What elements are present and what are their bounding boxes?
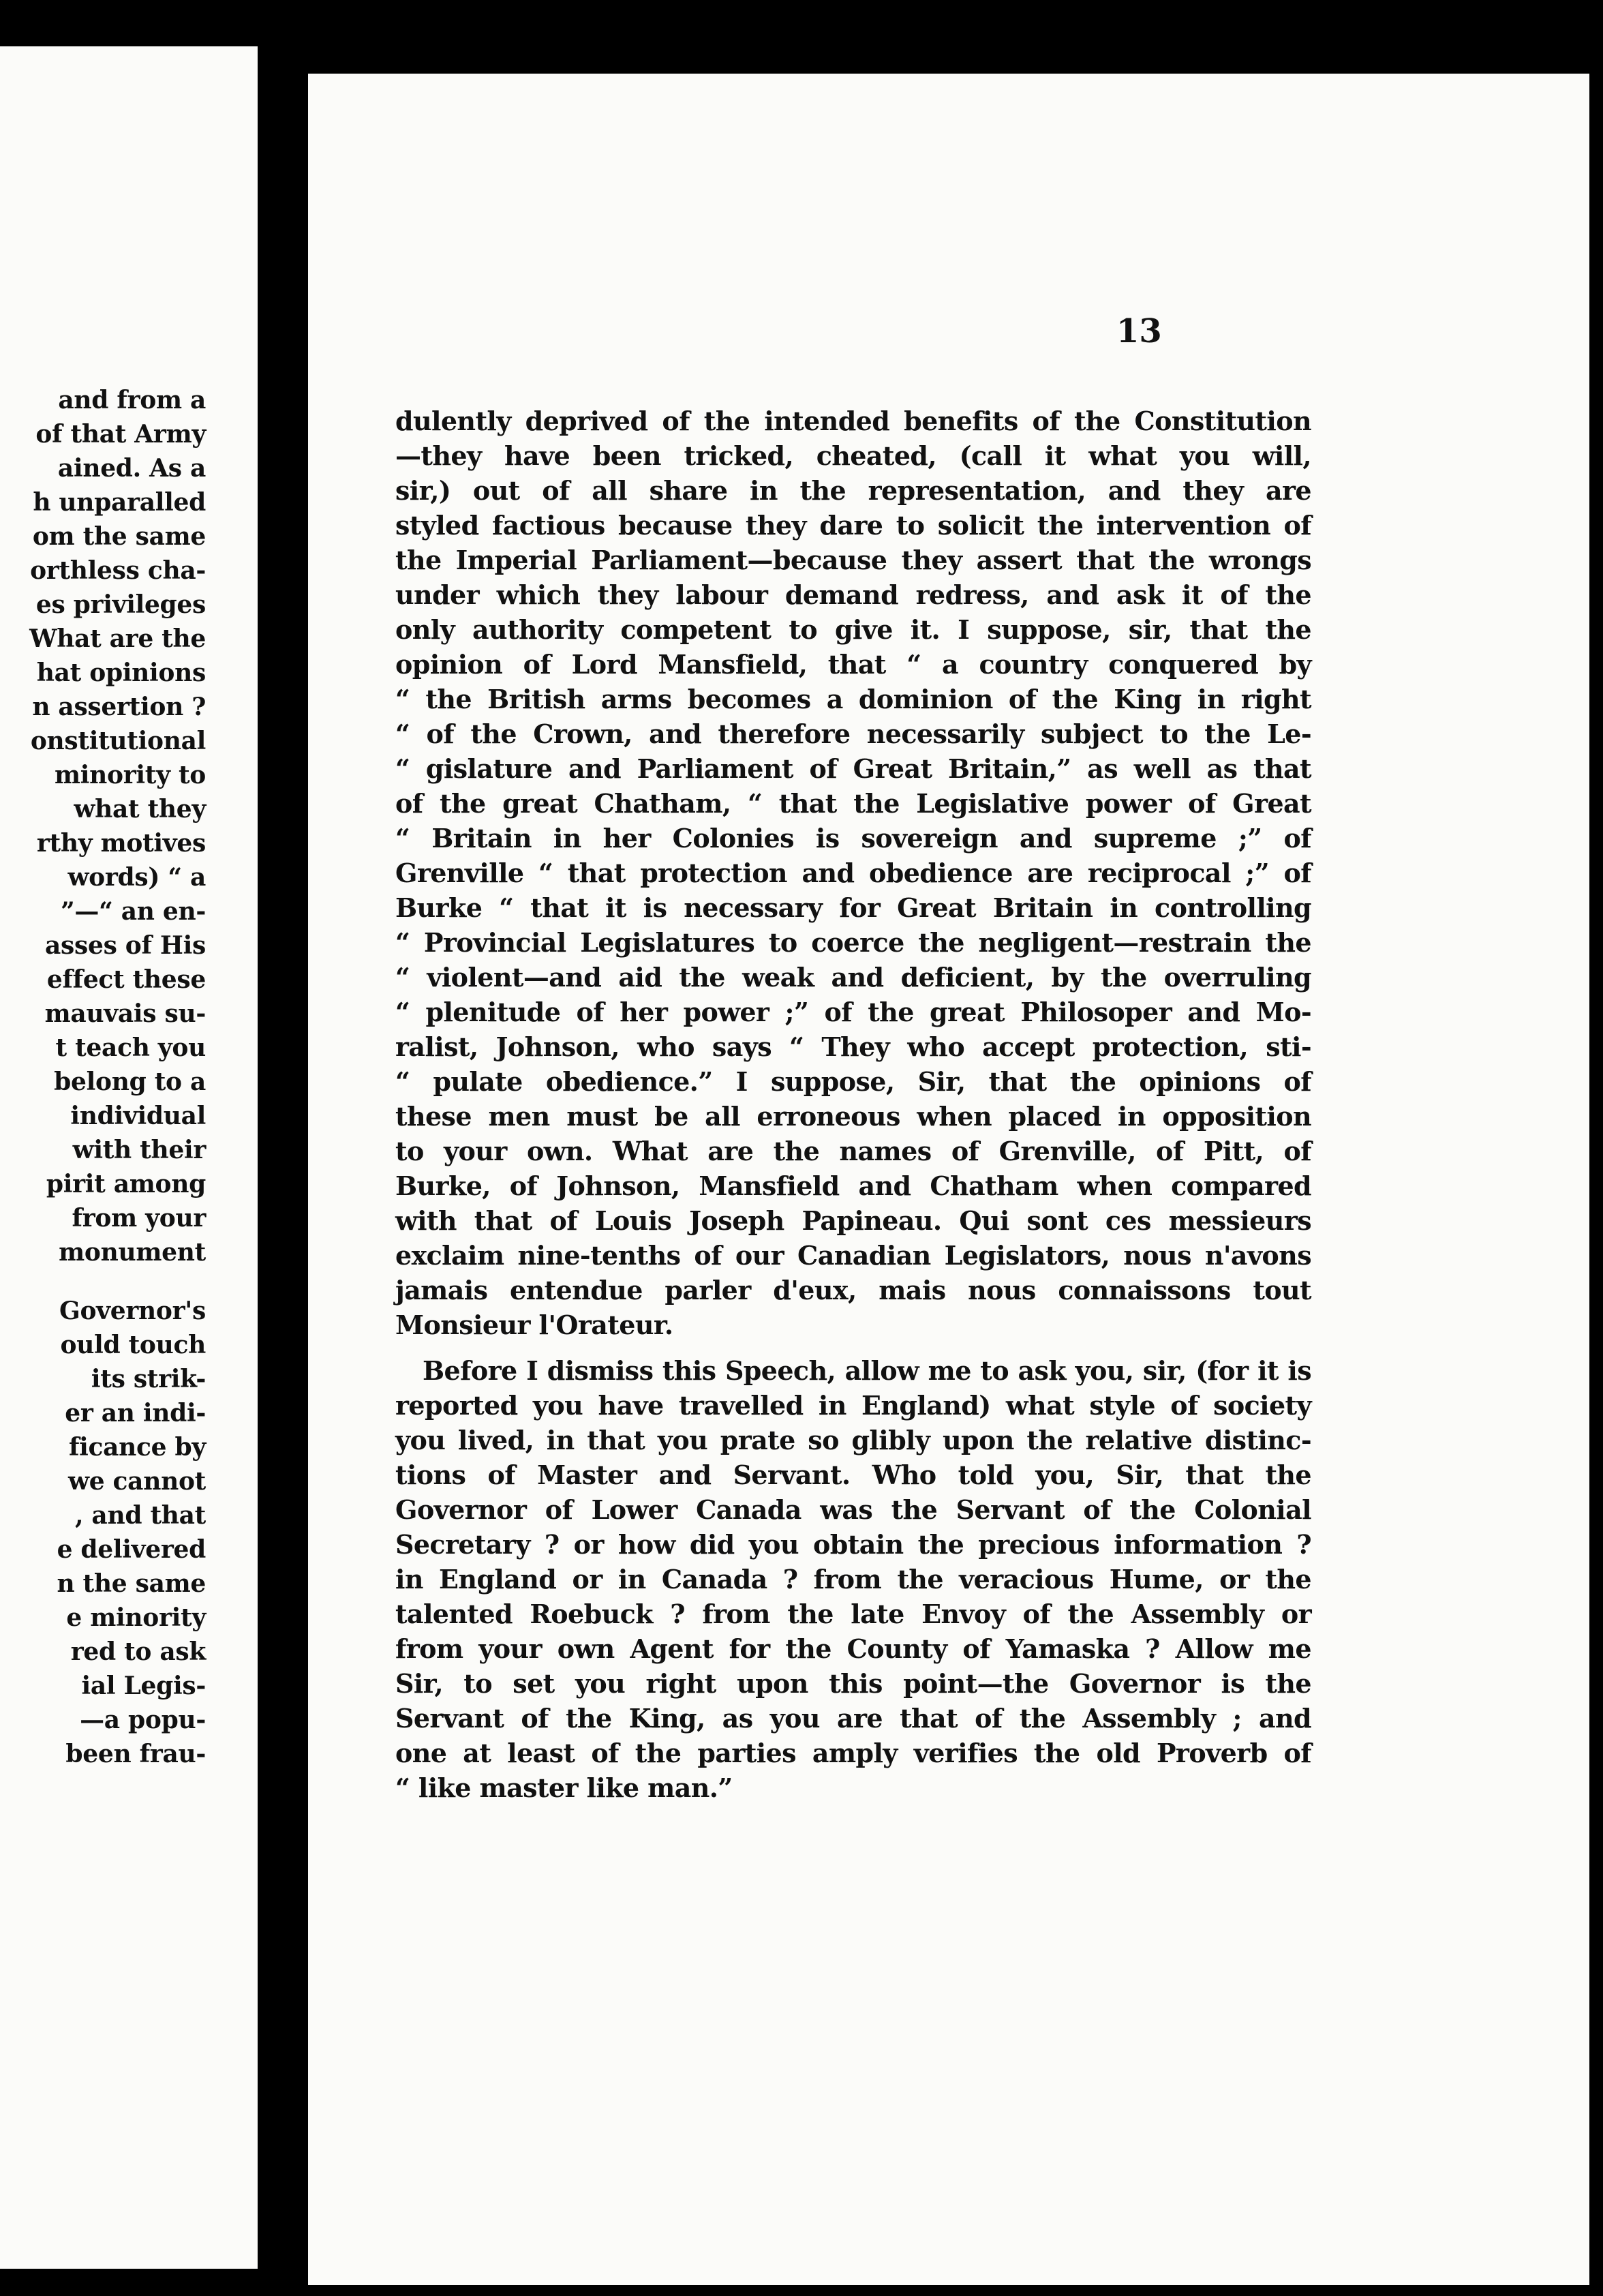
left-text-line: What are the [29,624,206,653]
text-line: Governor of Lower Canada was the Servant of the Colonial [395,1494,1311,1525]
text-line: these men must be all erroneous when placed in opposition [395,1101,1311,1132]
text-line: opinion of Lord Mansfield, that “ a country conquered by [395,649,1311,680]
text-line: only authority competent to give it. I suppose, sir, that the [395,614,1311,645]
text-line: jamais entendue parler d'eux, mais nous connaissons tout [395,1275,1311,1305]
text-line: “ gislature and Parliament of Great Britain,” as well as that [395,753,1311,784]
left-text-line: ained. As a [57,454,206,483]
text-line: styled factious because they dare to solicit the intervention of [395,510,1311,541]
left-text-line: belong to a [54,1068,206,1096]
text-line: “ like master like man.” [395,1772,733,1803]
text-line: “ violent—and aid the weak and deficient, by the overruling [395,962,1311,993]
left-text-line: individual [70,1102,206,1130]
left-text-line: e delivered [57,1535,206,1564]
text-line: in England or in Canada ? from the veracious Hume, or the [395,1564,1311,1595]
text-line: from your own Agent for the County of Yamaska ? Allow me [395,1633,1311,1664]
text-line: Before I dismiss this Speech, allow me to ask you, sir, (for it is [423,1355,1311,1386]
left-text-line: , and that [74,1501,206,1530]
left-text-line: ould touch [60,1331,206,1359]
text-line: “ Britain in her Colonies is sovereign and supreme ;” of [395,823,1311,854]
text-line: Grenville “ that protection and obedience are reciprocal ;” of [395,858,1311,888]
text-line: Burke, of Johnson, Mansfield and Chatham when compared [395,1170,1311,1201]
text-line: you lived, in that you prate so glibly upon the relative distinc- [395,1425,1311,1455]
left-text-line: its strik- [91,1365,206,1393]
left-text-line: ficance by [68,1433,206,1462]
left-text-line: h unparalled [33,488,206,517]
left-text-line: n the same [57,1569,206,1598]
text-line: under which they labour demand redress, and ask it of the [395,579,1311,610]
left-text-line: Governor's [59,1297,206,1325]
text-line: to your own. What are the names of Grenville, of Pitt, of [395,1136,1311,1166]
left-page [0,46,258,2269]
left-text-line: —a popu- [80,1706,206,1734]
text-line: “ the British arms becomes a dominion of the King in right [395,684,1311,714]
left-text-line: effect these [46,965,206,994]
text-line: —they have been tricked, cheated, (call it what you will, [395,440,1311,471]
text-line: “ of the Crown, and therefore necessarily subject to the Le- [395,719,1311,749]
text-line: of the great Chatham, “ that the Legislative power of Great [395,788,1311,819]
text-line: “ plenitude of her power ;” of the great Philosoper and Mo- [395,997,1311,1027]
left-text-line: rthy motives [36,829,206,858]
left-text-line: minority to [54,761,206,789]
text-line: ralist, Johnson, who says “ They who accept protection, sti- [395,1031,1311,1062]
left-text-line: onstitutional [30,727,206,755]
left-text-line: ial Legis- [81,1672,206,1700]
right-page [308,74,1589,2285]
text-line: dulently deprived of the intended benefits of the Constitution [395,406,1311,436]
left-text-line: pirit among [46,1170,206,1198]
text-line: “ pulate obedience.” I suppose, Sir, that the opinions of [395,1066,1311,1097]
paragraph-gap [29,1269,206,1294]
text-line: the Imperial Parliament—because they assert that the wrongs [395,545,1311,575]
text-line: Burke “ that it is necessary for Great Britain in controlling [395,892,1311,923]
text-line: with that of Louis Joseph Papineau. Qui sont ces messieurs [395,1205,1311,1236]
left-text-line: ”—“ an en- [60,897,206,926]
left-text-line: been frau- [65,1740,206,1768]
left-text-line: er an indi- [65,1399,206,1428]
text-line: reported you have travelled in England) what style of society [395,1390,1311,1421]
text-line: exclaim nine-tenths of our Canadian Legislators, nous n'avons [395,1240,1311,1271]
left-text-line: asses of His [45,931,206,960]
body-text [395,404,1311,1805]
text-line: tions of Master and Servant. Who told you, Sir, that the [395,1460,1311,1490]
left-text-line: orthless cha- [30,556,206,585]
left-text-line: with their [72,1136,206,1164]
left-text-line: hat opinions [36,659,206,687]
page-number: 13 [1116,312,1162,350]
text-line: “ Provincial Legislatures to coerce the negligent—restrain the [395,927,1311,958]
text-line: talented Roebuck ? from the late Envoy of the Assembly or [395,1599,1311,1629]
left-text-line: what they [74,795,206,824]
left-text-line: and from a [58,386,206,414]
left-text-line: from your [72,1204,206,1233]
left-text-line: mauvais su- [44,999,206,1028]
left-text-line: of that Army [35,420,206,449]
left-text-line: e minority [66,1603,206,1632]
text-line: one at least of the parties amply verifies the old Proverb of [395,1738,1311,1768]
left-page-text [29,383,206,1771]
left-text-line: t teach you [55,1033,206,1062]
text-line: Monsieur l'Orateur. [395,1310,673,1340]
left-text-line: om the same [32,522,206,551]
paragraph-gap [395,1342,1311,1353]
text-line: Servant of the King, as you are that of the Assembly ; and [395,1703,1311,1734]
text-line: sir,) out of all share in the representation, and they are [395,475,1311,506]
left-text-line: es privileges [35,590,206,619]
left-text-line: words) “ a [67,863,206,892]
text-line: Sir, to set you right upon this point—the Governor is the [395,1668,1311,1699]
text-line: Secretary ? or how did you obtain the precious information ? [395,1529,1311,1560]
left-text-line: we cannot [68,1467,206,1496]
left-text-line: n assertion ? [32,693,206,721]
left-text-line: monument [59,1238,206,1267]
left-text-line: red to ask [70,1637,206,1666]
